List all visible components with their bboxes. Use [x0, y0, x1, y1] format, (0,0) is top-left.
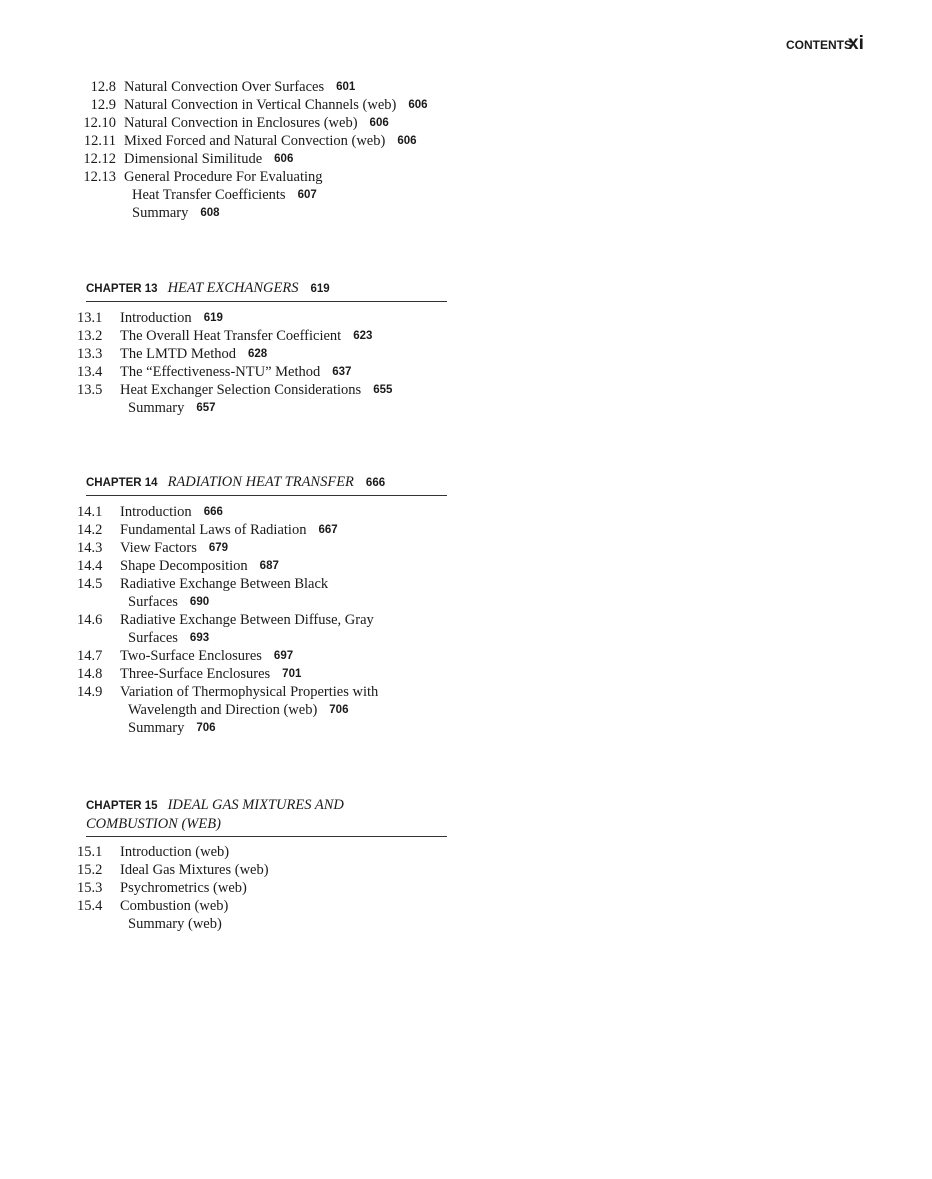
section-title: Wavelength and Direction (web) — [128, 702, 318, 718]
toc-entry — [60, 327, 460, 345]
page-ref: 667 — [318, 524, 338, 536]
toc-entry — [60, 879, 460, 897]
page-ref: 623 — [353, 330, 373, 342]
toc-entry — [60, 521, 460, 539]
section-number: 15.4 — [77, 898, 103, 914]
section-title: General Procedure For Evaluating — [124, 169, 323, 185]
toc-entry — [60, 665, 460, 683]
section-title: Psychrometrics (web) — [120, 880, 247, 896]
toc-entry — [60, 345, 460, 363]
section-title: Shape Decomposition — [120, 558, 248, 574]
page-ref: 606 — [408, 99, 428, 111]
page-ref: 690 — [189, 596, 210, 608]
page-ref: 608 — [200, 207, 220, 219]
toc-entry — [60, 629, 460, 647]
section-title: Natural Convection Over Surfaces — [124, 79, 325, 95]
section-number: 15.2 — [77, 862, 103, 878]
chapter-15-entries — [60, 843, 460, 933]
toc-entry — [60, 719, 460, 737]
section-number: 14.3 — [77, 540, 103, 556]
section-title: Summary (web) — [128, 916, 222, 932]
section-title: Heat Transfer Coefficients — [132, 187, 286, 203]
page-ref: 619 — [203, 312, 223, 324]
toc-entry — [60, 186, 460, 204]
page-ref: 606 — [369, 117, 389, 129]
section-number: 13.5 — [77, 382, 103, 398]
toc-entry — [60, 897, 460, 915]
toc-entry — [60, 575, 460, 593]
toc-entry — [60, 399, 460, 417]
toc-entry — [60, 78, 460, 96]
section-number: 14.1 — [77, 504, 103, 520]
toc-entry — [60, 915, 460, 933]
section-title: Two-Surface Enclosures — [120, 648, 262, 664]
chapter-12-entries — [60, 78, 460, 222]
section-number: 14.8 — [77, 666, 103, 682]
section-title: The Overall Heat Transfer Coefficient — [120, 328, 342, 344]
page-ref: 628 — [247, 348, 268, 360]
page-ref: 657 — [196, 402, 216, 414]
section-number: 12.13 — [83, 169, 116, 185]
toc-entry — [60, 593, 460, 611]
section-title: Variation of Thermophysical Properties with — [120, 684, 379, 700]
toc-entry — [60, 861, 460, 879]
section-title: Surfaces — [128, 594, 178, 610]
section-title: Radiative Exchange Between Diffuse, Gray — [120, 612, 374, 628]
section-title: Ideal Gas Mixtures (web) — [120, 862, 269, 878]
section-number: 13.2 — [77, 328, 103, 344]
chapter-13-heading: CHAPTER 13 HEAT EXCHANGERS 619 — [86, 279, 447, 302]
page-number: xi — [848, 33, 864, 54]
section-title: Three-Surface Enclosures — [120, 666, 271, 682]
section-title: Summary — [128, 720, 185, 736]
toc-entry — [60, 539, 460, 557]
section-number: 12.9 — [90, 97, 116, 113]
page-ref: 697 — [273, 650, 294, 662]
section-number: 14.7 — [77, 648, 103, 664]
section-title: Dimensional Similitude — [124, 151, 263, 167]
toc-entry — [60, 204, 460, 222]
section-title: Summary — [132, 205, 189, 221]
running-header: CONTENTS — [786, 38, 852, 52]
toc-entry — [60, 611, 460, 629]
page-ref: 606 — [397, 135, 417, 147]
toc-entry — [60, 503, 460, 521]
section-title: Natural Convection in Enclosures (web) — [124, 115, 358, 131]
toc-entry — [60, 363, 460, 381]
section-number: 14.6 — [77, 612, 103, 628]
chapter-15-heading: CHAPTER 15 IDEAL GAS MIXTURES AND COMBUSTION (WEB) — [86, 796, 447, 837]
section-number: 12.11 — [83, 133, 116, 149]
toc-entry — [60, 683, 460, 701]
section-title: Introduction (web) — [120, 844, 230, 860]
toc-entry — [60, 96, 460, 114]
section-title: Fundamental Laws of Radiation — [120, 522, 307, 538]
toc-entry — [60, 647, 460, 665]
section-number: 14.9 — [77, 684, 103, 700]
section-title: Combustion (web) — [120, 898, 229, 914]
page-ref: 637 — [332, 366, 352, 378]
section-number: 12.8 — [90, 79, 116, 95]
section-title: Summary — [128, 400, 185, 416]
section-number: 12.12 — [83, 151, 116, 167]
section-number: 13.3 — [77, 346, 103, 362]
section-title: The LMTD Method — [120, 346, 236, 362]
page-ref: 607 — [297, 189, 317, 201]
section-number: 14.2 — [77, 522, 103, 538]
section-title: Radiative Exchange Between Black — [120, 576, 329, 592]
section-number: 12.10 — [83, 115, 116, 131]
section-title: Heat Exchanger Selection Considerations — [120, 382, 362, 398]
toc-entry — [60, 309, 460, 327]
section-title: View Factors — [120, 540, 197, 556]
page-ref: 655 — [373, 384, 393, 396]
section-title: The “Effectiveness-NTU” Method — [120, 364, 321, 380]
section-number: 13.1 — [77, 310, 103, 326]
page-ref: 706 — [196, 722, 216, 734]
chapter-14-entries — [60, 503, 460, 737]
page-ref: 606 — [274, 153, 294, 165]
toc-entry — [60, 150, 460, 168]
toc-entry — [60, 843, 460, 861]
toc-entry — [60, 557, 460, 575]
toc-entry — [60, 132, 460, 150]
page-ref: 666 — [203, 506, 223, 518]
section-title: Surfaces — [128, 630, 178, 646]
page-ref: 693 — [189, 632, 210, 644]
toc-entry — [60, 168, 460, 186]
section-number: 13.4 — [77, 364, 103, 380]
page-ref: 601 — [336, 81, 356, 93]
section-number: 14.5 — [77, 576, 103, 592]
toc-entry — [60, 114, 460, 132]
page-ref: 706 — [329, 704, 349, 716]
section-number: 14.4 — [77, 558, 103, 574]
section-number: 15.3 — [77, 880, 103, 896]
page-ref: 679 — [208, 542, 229, 554]
toc-entry — [60, 701, 460, 719]
section-title: Natural Convection in Vertical Channels (web) — [124, 97, 397, 113]
page-ref: 687 — [259, 560, 279, 572]
section-title: Introduction — [120, 504, 192, 520]
chapter-14-heading: CHAPTER 14 RADIATION HEAT TRANSFER 666 — [86, 473, 447, 496]
chapter-13-entries — [60, 309, 460, 417]
toc-entry — [60, 381, 460, 399]
section-number: 15.1 — [77, 844, 103, 860]
section-title: Mixed Forced and Natural Convection (web) — [124, 133, 386, 149]
page-ref: 701 — [282, 668, 302, 680]
section-title: Introduction — [120, 310, 192, 326]
